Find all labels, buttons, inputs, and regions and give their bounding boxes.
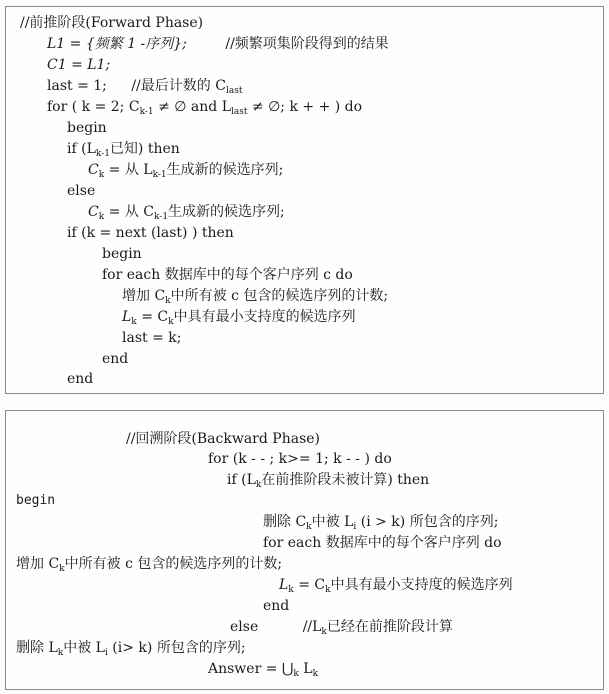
backward-if-line: if ($L_k$在前推阶段未被计算) then [227, 472, 430, 490]
backward-end-line: end [263, 598, 290, 614]
backward-begin-line: begin [16, 493, 56, 508]
last-init-line: last = 1; //最后计数的 $C_{last}$ [47, 78, 243, 96]
backward-for-each-line: for each 数据库中的每个客户序列 do [263, 535, 502, 551]
else-line-1: else [67, 183, 96, 199]
begin-line-2: begin [102, 246, 142, 262]
backward-lk-line: $L_k = C_k$中具有最小支持度的候选序列 [279, 577, 513, 595]
end-line-2: end [67, 371, 94, 387]
l1-init-line: L1 = {频繁 1 -序列}; //频繁项集阶段得到的结果 [47, 36, 389, 52]
backward-increment-line: 增加 $C_k$中所有被 c 包含的候选序列的计数; [16, 556, 283, 574]
end-line-1: end [102, 351, 129, 367]
increment-line: 增加 $C_k$中所有被 c 包含的候选序列的计数; [122, 288, 389, 306]
backward-delete-line: 删除 $C_k$中被 $L_i$ (i > k) 所包含的序列; [263, 514, 499, 532]
forward-phase-box [5, 6, 604, 394]
begin-line-1: begin [67, 120, 107, 136]
if-next-line: if (k = next (last) ) then [67, 225, 234, 241]
ck-from-c-line: $C_k$ = 从 $C_{k-1}$生成新的候选序列; [88, 204, 285, 222]
c1-init-line: C1 = L1; [47, 57, 111, 73]
backward-else-line: else $//L_k$已经在前推阶段计算 [230, 619, 453, 637]
answer-line: Answer = $⋃_k$ $L_k$ [208, 661, 319, 679]
backward-for-line: for (k - - ; k>= 1; k - - ) do [208, 451, 392, 467]
ck-from-l-line: $C_k$ = 从 $L_{k-1}$生成新的候选序列; [88, 162, 284, 180]
if-known-line: if ($L_{k-1}$已知) then [67, 141, 180, 159]
backward-delete2-line: 删除 $L_k$中被 $L_i$ (i> k) 所包含的序列; [16, 640, 246, 658]
forward-header: //前推阶段(Forward Phase) [20, 15, 204, 31]
last-assign-line: last = k; [122, 330, 182, 346]
for-loop-line: for ( k = 2; $C_{k-1}$ ≠ ∅ and $L_{last}$ ≠ ∅; k + + ) do [47, 99, 363, 117]
for-each-line: for each 数据库中的每个客户序列 c do [102, 267, 353, 283]
backward-header: //回溯阶段(Backward Phase) [126, 431, 321, 447]
backward-phase-box [5, 410, 604, 690]
lk-line: $L_k = C_k$中具有最小支持度的候选序列 [122, 309, 356, 327]
